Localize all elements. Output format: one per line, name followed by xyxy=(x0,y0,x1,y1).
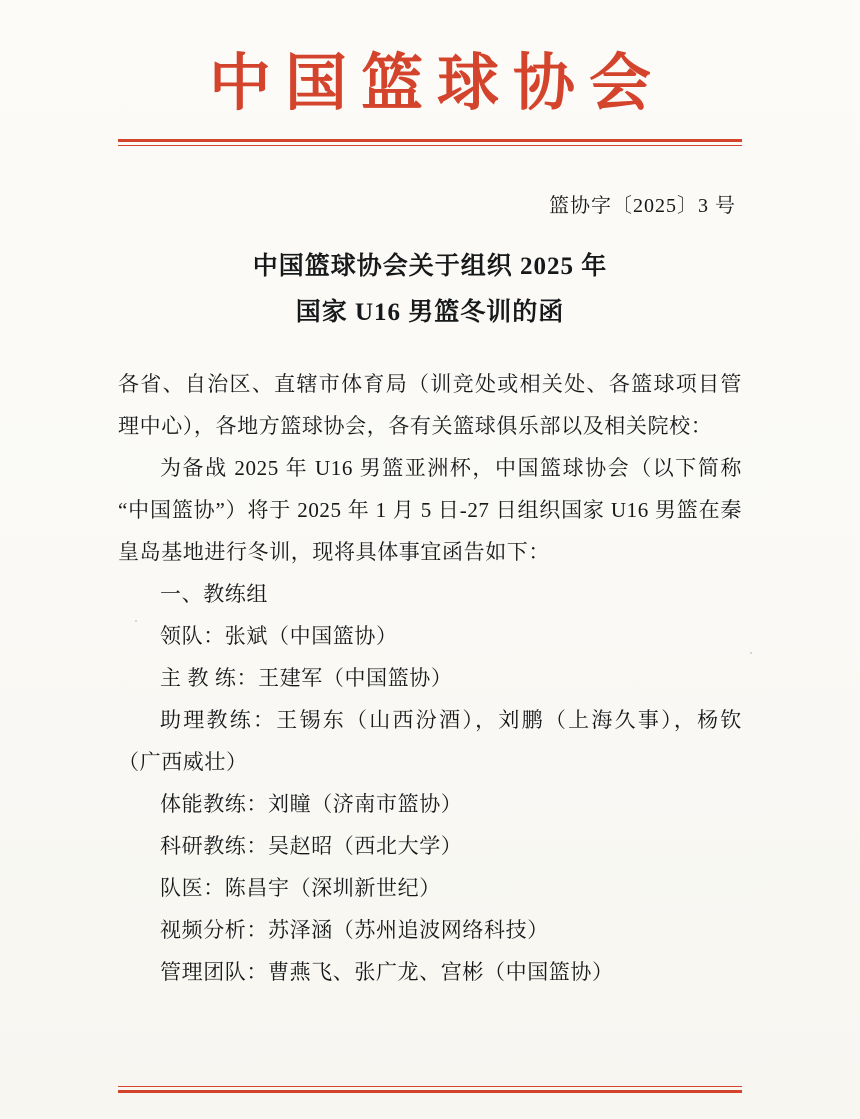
document-body xyxy=(118,363,742,993)
header-divider xyxy=(118,139,742,149)
paper-speck xyxy=(750,652,752,654)
roster-item-video-analyst: 视频分析：苏泽涵（苏州追波网络科技） xyxy=(160,917,549,942)
addressee-paragraph: 各省、自治区、直辖市体育局（训竞处或相关处、各篮球项目管理中心），各地方篮球协会，各有关篮球俱乐部以及相关院校： xyxy=(118,371,742,438)
header-divider-thick xyxy=(118,139,742,142)
roster-item-management-team: 管理团队：曹燕飞、张广龙、宫彬（中国篮协） xyxy=(160,959,614,984)
document-subject-line-1: 中国篮球协会关于组织 2025 年 xyxy=(252,253,608,281)
footer-divider-thick xyxy=(118,1090,742,1093)
footer-divider xyxy=(118,1086,742,1093)
roster-item-strength-coach: 体能教练：刘瞳（济南市篮协） xyxy=(160,791,463,816)
document-number: 篮协字〔2025〕3 号 xyxy=(549,195,736,218)
organization-title: 中国篮球协会 xyxy=(208,50,665,118)
section-heading-one: 一、教练组 xyxy=(160,581,268,606)
paper-speck xyxy=(135,620,137,622)
footer-divider-thin xyxy=(118,1086,742,1087)
roster-item-assistant-coaches: 助理教练：王锡东（山西汾酒），刘鹏（上海久事），杨钦（广西威壮） xyxy=(118,707,742,774)
roster-item-head-coach: 主 教 练：王建军（中国篮协） xyxy=(160,665,453,690)
document-subject-line-2: 国家 U16 男篮冬训的函 xyxy=(295,299,565,327)
document-header xyxy=(118,0,742,149)
header-divider-thin xyxy=(118,145,742,146)
document-subject xyxy=(118,244,742,337)
roster-item-team-doctor: 队医：陈昌宇（深圳新世纪） xyxy=(160,875,441,900)
roster-item-research-coach: 科研教练：吴赵昭（西北大学） xyxy=(160,833,463,858)
intro-paragraph: 为备战 2025 年 U16 男篮亚洲杯，中国篮球协会（以下简称“中国篮协”）将于 2025 年 1 月 5 日-27 日组织国家 U16 男篮在秦皇岛基地进行冬训，现将具体事宜函告如下： xyxy=(118,455,742,564)
roster-item-team-leader: 领队：张斌（中国篮协） xyxy=(160,623,398,648)
